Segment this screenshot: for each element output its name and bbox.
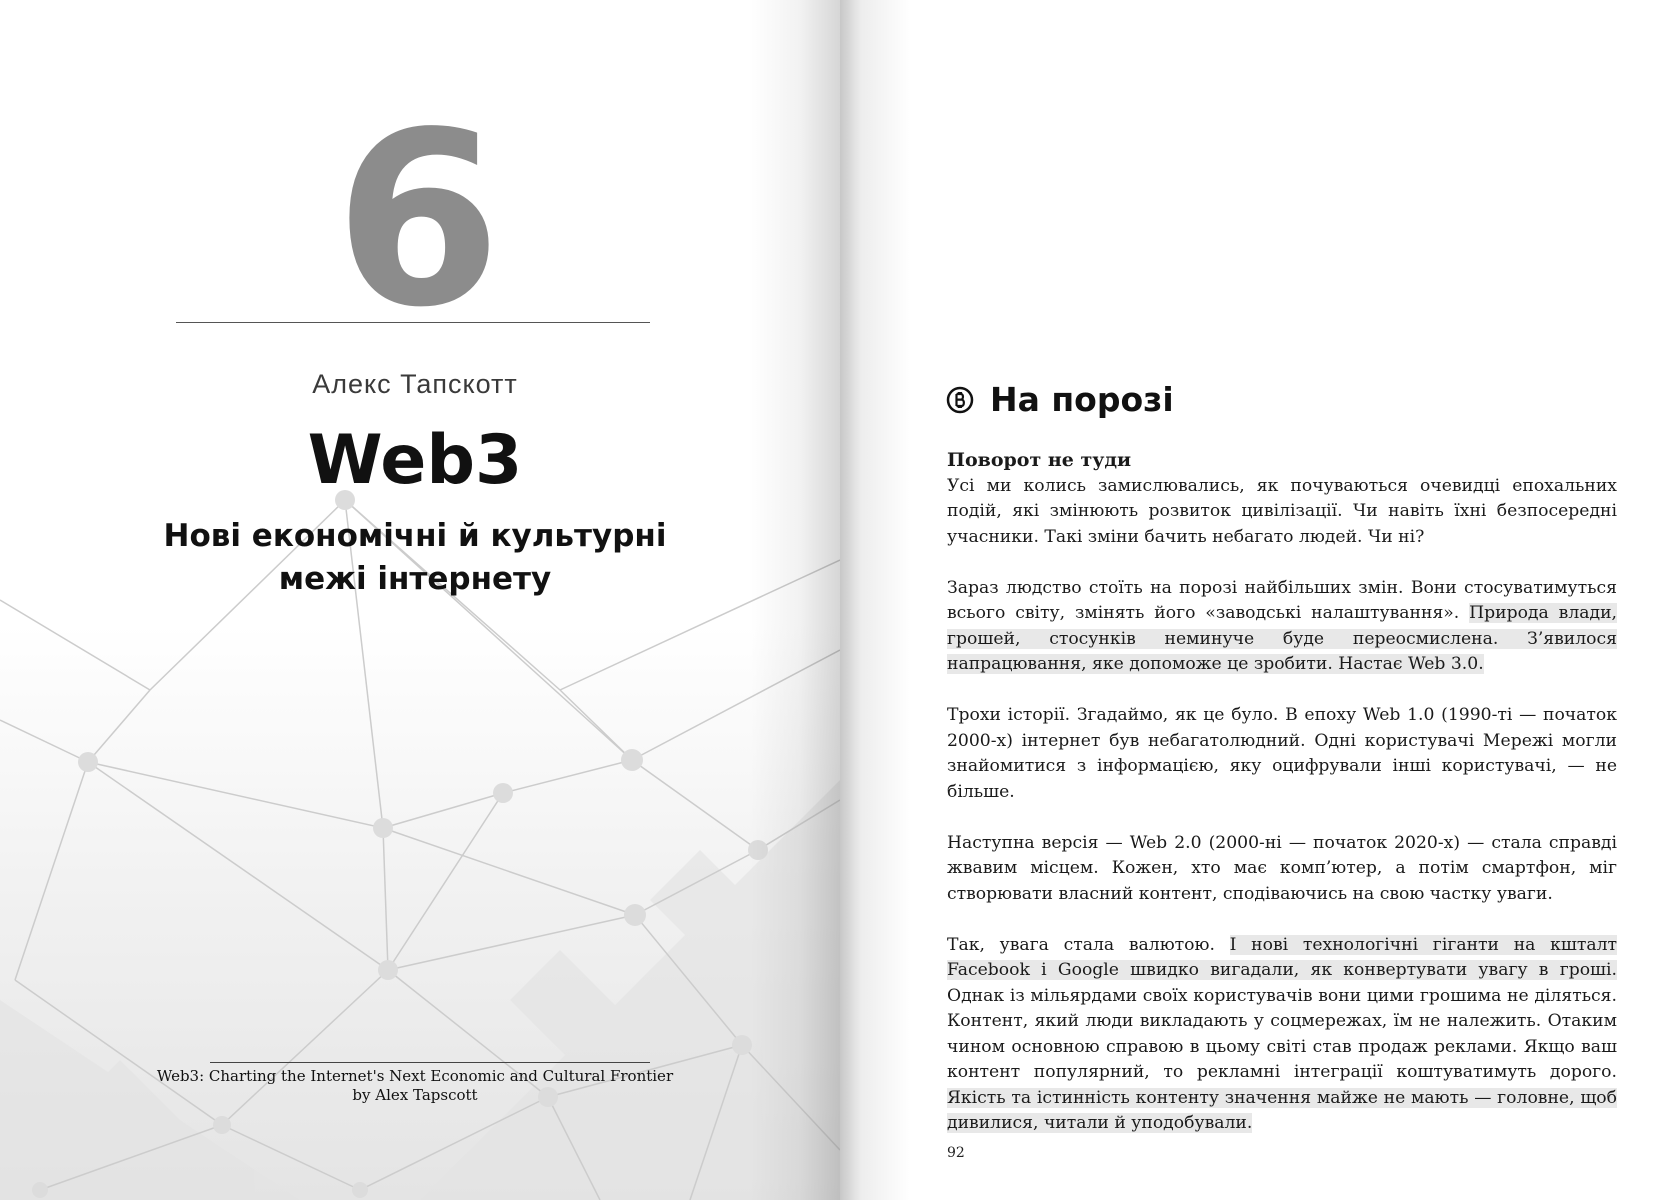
paragraph-text: Наступна версія — Web 2.0 (2000-ні — початок 2020-х) — стала справді жвавим місцем. Кожен, хто має комп’ютер, а потім смартфон, міг створювати власний контент, сподіваючись на свою частку уваги. [947,832,1617,904]
chapter-number: 6 [334,80,496,360]
paragraph-text: Однак із мільярдами своїх користувачів вони цими грошима не діляться. Контент, який люди викладають у соцмережах, їм не належить. Отаким чином основною справою в цьому світі став продаж реклами. Якщо ваш контент популярний, то рекламні інтеграції коштуватимуть дорого. [947,985,1617,1082]
chapter-divider [176,322,650,323]
paragraph-text: Трохи історії. Згадаймо, як це було. В епоху Web 1.0 (1990-ті — початок 2000-х) інтернет був небагатолюдний. Одні користувачі Мережі могли знайомитися з інформацією, яку оцифрували інші користувачі, — не більше. [947,705,1617,802]
credit-divider [210,1062,650,1063]
highlighted-text: Природа влади, грошей, стосунків неминуче буде переосмислена. З’явилося напрацювання, яке допоможе це зробити. Настає Web 3.0. [947,603,1617,674]
paragraph-text: Усі ми колись замислювались, як почуваються очевидці епохальних подій, які змінюють розвиток цивілізації. Чи навіть їхні безпосередні учасники. Такі зміни бачить небагато людей. Чи ні? [947,475,1617,547]
original-title: Web3: Charting the Internet's Next Economic and Cultural Frontier [156,1067,674,1085]
paragraph [947,831,1617,908]
page-number: 92 [947,1145,965,1161]
paragraph [947,474,1617,551]
highlighted-text: Якість та істинність контенту значення майже не мають — головне, щоб дивилися, читали й уподобували. [947,1087,1617,1133]
bitcoin-icon [946,386,974,414]
right-page [840,0,1675,1200]
subheading: Поворот не туди [947,449,1132,471]
paragraph [947,703,1617,805]
paragraphs [947,474,1617,1137]
paragraph [947,576,1617,678]
original-author: by Alex Tapscott [352,1086,478,1104]
left-gutter-shadow [750,0,840,1200]
paragraph [947,933,1617,1137]
section-title: На порозі [990,380,1174,419]
author-name: Алекс Тапскотт [312,369,518,399]
paragraph-text: Так, увага стала валютою. [947,934,1230,955]
highlighted-text: І нові технологічні гіганти на кшталт Facebook і Google швидко вигадали, як конвертувати увагу в гроші. [947,934,1618,980]
right-gutter-shadow [840,0,910,1200]
body-text [947,448,1617,1162]
section-heading [946,375,1174,425]
book-title: Web3 [307,421,523,500]
paragraph-text: Зараз людство стоїть на порозі найбільших змін. Вони стосуватимуться всього світу, змінять його «заводські налаштування». [947,577,1617,623]
book-subtitle: Нові економічні й культурні межі інтернету [163,518,667,597]
original-credit [150,1067,680,1105]
